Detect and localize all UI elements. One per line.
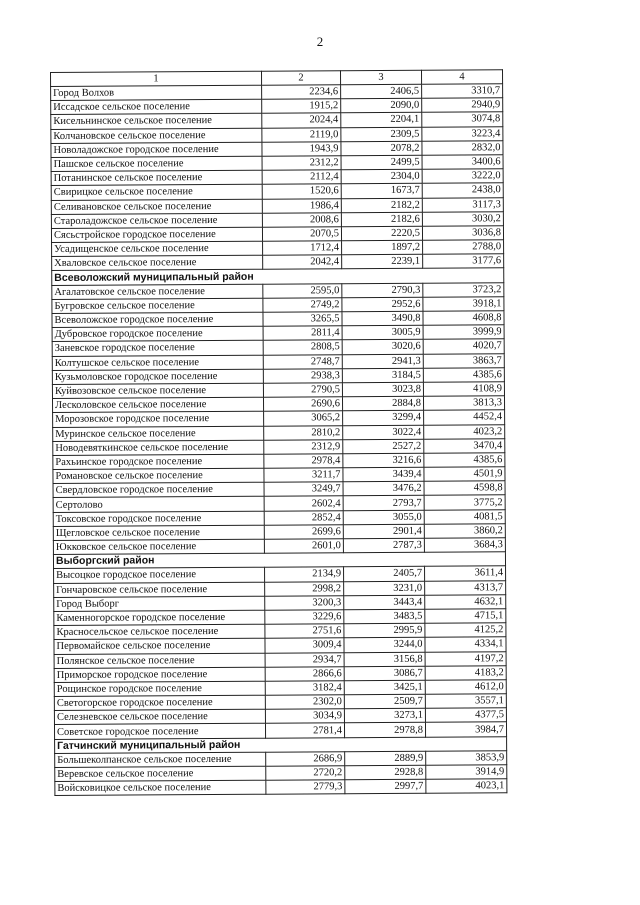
section-title: Гатчинский муниципальный район bbox=[55, 736, 507, 753]
value-col4-cell: 3222,0 bbox=[422, 169, 503, 184]
value-col2-cell: 2134,9 bbox=[265, 567, 344, 582]
value-col3-cell: 3023,8 bbox=[342, 382, 423, 397]
value-col3-cell: 2978,8 bbox=[344, 723, 425, 738]
value-col4-cell: 3863,7 bbox=[423, 353, 504, 368]
value-col4-cell: 4612,0 bbox=[425, 680, 506, 695]
value-col3-cell: 2952,6 bbox=[342, 297, 423, 312]
column-header-2: 2 bbox=[261, 71, 340, 85]
municipality-name-cell: Пашское сельское поселение bbox=[51, 156, 262, 171]
value-col3-cell: 2078,2 bbox=[341, 141, 422, 156]
value-col3-cell: 2793,7 bbox=[343, 496, 424, 511]
value-col4-cell: 4197,2 bbox=[425, 651, 506, 666]
value-col2-cell: 2699,6 bbox=[264, 525, 343, 540]
value-col3-cell: 2527,2 bbox=[343, 439, 424, 454]
value-col4-cell: 3177,6 bbox=[423, 254, 504, 269]
municipality-name-cell: Большеколпанское сельское поселение bbox=[55, 752, 266, 767]
value-col4-cell: 3999,9 bbox=[423, 325, 504, 340]
value-col2-cell: 2686,9 bbox=[266, 752, 345, 767]
value-col3-cell: 2941,3 bbox=[342, 354, 423, 369]
value-col4-cell: 4023,2 bbox=[424, 424, 505, 439]
municipality-name-cell: Муринское сельское поселение bbox=[53, 426, 264, 441]
value-col4-cell: 4501,9 bbox=[424, 467, 505, 482]
value-col2-cell: 3182,4 bbox=[265, 681, 344, 696]
value-col4-cell: 4715,1 bbox=[425, 609, 506, 624]
column-header-1: 1 bbox=[51, 71, 262, 86]
value-col3-cell: 2884,8 bbox=[342, 396, 423, 411]
section-title: Выборгский район bbox=[53, 552, 505, 569]
municipality-name-cell: Город Выборг bbox=[54, 596, 265, 611]
value-col4-cell: 4108,9 bbox=[423, 382, 504, 397]
value-col4-cell: 4598,8 bbox=[424, 481, 505, 496]
municipality-name-cell: Сертолово bbox=[53, 497, 264, 512]
value-col4-cell: 4385,6 bbox=[424, 453, 505, 468]
municipality-name-cell: Свердловское городское поселение bbox=[53, 482, 264, 497]
value-col4-cell: 4452,4 bbox=[424, 410, 505, 425]
column-header-4: 4 bbox=[421, 70, 502, 84]
data-table bbox=[50, 69, 507, 796]
value-col4-cell: 4313,7 bbox=[425, 580, 506, 595]
value-col2-cell: 3265,5 bbox=[263, 312, 342, 327]
value-col4-cell: 3074,8 bbox=[422, 112, 503, 127]
municipality-name-cell: Город Волхов bbox=[51, 85, 262, 100]
value-col2-cell: 3065,2 bbox=[264, 411, 343, 426]
value-col3-cell: 2182,6 bbox=[341, 212, 422, 227]
value-col4-cell: 2438,0 bbox=[422, 183, 503, 198]
value-col3-cell: 3231,0 bbox=[344, 581, 425, 596]
municipality-name-cell: Морозовское городское поселение bbox=[53, 412, 264, 427]
value-col2-cell: 2690,6 bbox=[263, 397, 342, 412]
value-col2-cell: 3249,7 bbox=[264, 482, 343, 497]
value-col2-cell: 2751,6 bbox=[265, 624, 344, 639]
municipality-name-cell: Заневское городское поселение bbox=[52, 341, 263, 356]
value-col3-cell: 3055,0 bbox=[343, 510, 424, 525]
value-col2-cell: 2808,5 bbox=[263, 340, 342, 355]
value-col4-cell: 4377,5 bbox=[425, 708, 506, 723]
municipality-name-cell: Усадищенское сельское поселение bbox=[52, 241, 263, 256]
municipality-name-cell: Первомайское сельское поселение bbox=[54, 639, 265, 654]
value-col3-cell: 3476,2 bbox=[343, 481, 424, 496]
value-col3-cell: 2090,0 bbox=[341, 98, 422, 113]
municipality-name-cell: Новодевяткинское сельское поселение bbox=[53, 440, 264, 455]
section-title: Всеволожский муниципальный район bbox=[52, 268, 504, 285]
value-col2-cell: 2119,0 bbox=[262, 127, 341, 142]
value-col4-cell: 3914,9 bbox=[426, 765, 507, 780]
value-col3-cell: 2182,2 bbox=[341, 198, 422, 213]
value-col3-cell: 3005,9 bbox=[342, 325, 423, 340]
municipality-name-cell: Веревское сельское поселение bbox=[55, 766, 266, 781]
value-col4-cell: 4125,2 bbox=[425, 623, 506, 638]
municipality-name-cell: Куйвозовское сельское поселение bbox=[52, 383, 263, 398]
value-col4-cell: 3117,3 bbox=[422, 197, 503, 212]
value-col4-cell: 3223,4 bbox=[422, 126, 503, 141]
value-col4-cell: 2940,9 bbox=[422, 98, 503, 113]
municipality-name-cell: Колтушское сельское поселение bbox=[52, 355, 263, 370]
value-col2-cell: 2748,7 bbox=[263, 354, 342, 369]
municipality-name-cell: Приморское городское поселение bbox=[54, 667, 265, 682]
value-col2-cell: 2234,6 bbox=[262, 85, 341, 100]
municipality-name-cell: Иссадское сельское поселение bbox=[51, 99, 262, 114]
value-col4-cell: 4608,8 bbox=[423, 311, 504, 326]
municipality-name-cell: Светогорское городское поселение bbox=[54, 695, 265, 710]
value-col4-cell: 3860,2 bbox=[424, 524, 505, 539]
value-col4-cell: 3813,3 bbox=[423, 396, 504, 411]
value-col2-cell: 2790,5 bbox=[263, 383, 342, 398]
value-col2-cell: 1915,2 bbox=[262, 99, 341, 114]
value-col2-cell: 2720,2 bbox=[266, 766, 345, 781]
municipality-name-cell: Новоладожское городское поселение bbox=[51, 142, 262, 157]
value-col4-cell: 4385,6 bbox=[423, 367, 504, 382]
value-col4-cell: 3984,7 bbox=[425, 722, 506, 737]
table-row bbox=[55, 779, 507, 796]
municipality-name-cell: Потанинское сельское поселение bbox=[51, 170, 262, 185]
value-col3-cell: 3184,5 bbox=[342, 368, 423, 383]
municipality-name-cell: Лесколовское сельское поселение bbox=[52, 397, 263, 412]
value-col2-cell: 2866,6 bbox=[265, 666, 344, 681]
value-col4-cell: 3030,2 bbox=[422, 211, 503, 226]
value-col3-cell: 3086,7 bbox=[344, 666, 425, 681]
value-col3-cell: 3020,6 bbox=[342, 340, 423, 355]
value-col2-cell: 2811,4 bbox=[263, 326, 342, 341]
municipality-name-cell: Сясьстройское городское поселение bbox=[51, 227, 262, 242]
value-col3-cell: 3490,8 bbox=[342, 311, 423, 326]
value-col2-cell: 2024,4 bbox=[262, 113, 341, 128]
municipality-name-cell: Рощинское городское поселение bbox=[54, 681, 265, 696]
value-col2-cell: 2934,7 bbox=[265, 652, 344, 667]
value-col3-cell: 2499,5 bbox=[341, 155, 422, 170]
municipality-name-cell: Каменногорское городское поселение bbox=[54, 610, 265, 625]
value-col4-cell: 3775,2 bbox=[424, 495, 505, 510]
value-col3-cell: 2995,9 bbox=[344, 623, 425, 638]
value-col3-cell: 3022,4 bbox=[343, 425, 424, 440]
value-col3-cell: 3483,5 bbox=[344, 609, 425, 624]
municipality-name-cell: Дубровское городское поселение bbox=[52, 326, 263, 341]
value-col4-cell: 3400,6 bbox=[422, 155, 503, 170]
municipality-name-cell: Хваловское сельское поселение bbox=[52, 255, 263, 270]
value-col2-cell: 2938,3 bbox=[263, 368, 342, 383]
value-col2-cell: 2810,2 bbox=[264, 425, 343, 440]
value-col2-cell: 2779,3 bbox=[266, 780, 345, 795]
value-col2-cell: 2070,5 bbox=[262, 227, 341, 242]
value-col4-cell: 4020,7 bbox=[423, 339, 504, 354]
value-col3-cell: 3216,6 bbox=[343, 453, 424, 468]
value-col3-cell: 3443,4 bbox=[344, 595, 425, 610]
municipality-name-cell: Кузьмоловское городское поселение bbox=[52, 369, 263, 384]
value-col3-cell: 2889,9 bbox=[345, 751, 426, 766]
value-col4-cell: 4183,2 bbox=[425, 665, 506, 680]
municipality-name-cell: Токсовское городское поселение bbox=[53, 511, 264, 526]
municipality-name-cell: Староладожское сельское поселение bbox=[51, 213, 262, 228]
municipality-name-cell: Романовское сельское поселение bbox=[53, 468, 264, 483]
value-col3-cell: 3273,1 bbox=[344, 708, 425, 723]
municipality-name-cell: Красносельское сельское поселение bbox=[54, 624, 265, 639]
municipality-name-cell: Селивановское сельское поселение bbox=[51, 199, 262, 214]
value-col4-cell: 2832,0 bbox=[422, 140, 503, 155]
value-col3-cell: 1673,7 bbox=[341, 184, 422, 199]
value-col2-cell: 3200,3 bbox=[265, 595, 344, 610]
value-col4-cell: 3918,1 bbox=[423, 297, 504, 312]
value-col4-cell: 3611,4 bbox=[425, 566, 506, 581]
value-col2-cell: 2042,4 bbox=[263, 255, 342, 270]
municipality-name-cell: Высоцкое городское поселение bbox=[54, 568, 265, 583]
value-col4-cell: 4632,1 bbox=[425, 594, 506, 609]
value-col4-cell: 4023,1 bbox=[426, 779, 507, 794]
municipality-name-cell: Щегловское сельское поселение bbox=[53, 525, 264, 540]
value-col3-cell: 2304,0 bbox=[341, 169, 422, 184]
value-col2-cell: 2601,0 bbox=[264, 539, 343, 554]
value-col4-cell: 3557,1 bbox=[425, 694, 506, 709]
municipality-name-cell: Селезневское сельское поселение bbox=[54, 709, 265, 724]
value-col2-cell: 2852,4 bbox=[264, 510, 343, 525]
value-col3-cell: 3439,4 bbox=[343, 467, 424, 482]
value-col2-cell: 2998,2 bbox=[265, 581, 344, 596]
value-col3-cell: 3156,8 bbox=[344, 652, 425, 667]
municipality-name-cell: Бугровское сельское поселение bbox=[52, 298, 263, 313]
value-col3-cell: 2220,5 bbox=[341, 226, 422, 241]
value-col2-cell: 2595,0 bbox=[263, 283, 342, 298]
value-col2-cell: 2978,4 bbox=[264, 454, 343, 469]
municipality-name-cell: Войсковицкое сельское поселение bbox=[55, 780, 266, 795]
value-col4-cell: 3310,7 bbox=[422, 84, 503, 99]
municipality-name-cell: Гончаровское сельское поселение bbox=[54, 582, 265, 597]
column-header-3: 3 bbox=[340, 70, 421, 84]
value-col3-cell: 2787,3 bbox=[343, 538, 424, 553]
value-col2-cell: 1943,9 bbox=[262, 141, 341, 156]
value-col2-cell: 1520,6 bbox=[262, 184, 341, 199]
value-col4-cell: 3036,8 bbox=[422, 226, 503, 241]
value-col2-cell: 2781,4 bbox=[265, 723, 344, 738]
municipality-name-cell: Кисельнинское сельское поселение bbox=[51, 114, 262, 129]
value-col3-cell: 2406,5 bbox=[341, 84, 422, 99]
value-col3-cell: 3425,1 bbox=[344, 680, 425, 695]
value-col2-cell: 2312,9 bbox=[264, 439, 343, 454]
value-col3-cell: 2239,1 bbox=[342, 254, 423, 269]
municipality-name-cell: Полянское сельское поселение bbox=[54, 653, 265, 668]
value-col2-cell: 2302,0 bbox=[265, 695, 344, 710]
value-col4-cell: 3470,4 bbox=[424, 438, 505, 453]
table-body bbox=[51, 84, 507, 796]
value-col4-cell: 2788,0 bbox=[423, 240, 504, 255]
value-col3-cell: 2309,5 bbox=[341, 127, 422, 142]
value-col3-cell: 2405,7 bbox=[344, 567, 425, 582]
municipality-name-cell: Рахьинское городское поселение bbox=[53, 454, 264, 469]
value-col3-cell: 2509,7 bbox=[344, 694, 425, 709]
value-col3-cell: 3244,0 bbox=[344, 638, 425, 653]
value-col3-cell: 2204,1 bbox=[341, 113, 422, 128]
municipality-name-cell: Всеволожское городское поселение bbox=[52, 312, 263, 327]
value-col3-cell: 2928,8 bbox=[345, 765, 426, 780]
value-col2-cell: 3211,7 bbox=[264, 468, 343, 483]
municipality-name-cell: Советское городское поселение bbox=[54, 724, 265, 739]
value-col4-cell: 4334,1 bbox=[425, 637, 506, 652]
value-col2-cell: 3034,9 bbox=[265, 709, 344, 724]
value-col2-cell: 2602,4 bbox=[264, 496, 343, 511]
value-col4-cell: 3723,2 bbox=[423, 282, 504, 297]
value-col4-cell: 3684,3 bbox=[424, 538, 505, 553]
value-col2-cell: 2749,2 bbox=[263, 298, 342, 313]
municipality-name-cell: Свирицкое сельское поселение bbox=[51, 185, 262, 200]
municipality-name-cell: Колчановское сельское поселение bbox=[51, 128, 262, 143]
municipality-name-cell: Агалатовское сельское поселение bbox=[52, 284, 263, 299]
value-col3-cell: 2901,4 bbox=[343, 524, 424, 539]
value-col2-cell: 1986,4 bbox=[262, 198, 341, 213]
value-col4-cell: 3853,9 bbox=[426, 751, 507, 766]
value-col2-cell: 2112,4 bbox=[262, 170, 341, 185]
value-col2-cell: 3009,4 bbox=[265, 638, 344, 653]
value-col2-cell: 2312,2 bbox=[262, 156, 341, 171]
page-number: 2 bbox=[316, 34, 324, 49]
value-col2-cell: 3229,6 bbox=[265, 610, 344, 625]
value-col2-cell: 1712,4 bbox=[263, 241, 342, 256]
value-col3-cell: 3299,4 bbox=[343, 411, 424, 426]
value-col3-cell: 1897,2 bbox=[342, 240, 423, 255]
municipality-name-cell: Юкковское сельское поселение bbox=[53, 539, 264, 554]
value-col3-cell: 2997,7 bbox=[345, 779, 426, 794]
value-col4-cell: 4081,5 bbox=[424, 509, 505, 524]
value-col2-cell: 2008,6 bbox=[262, 212, 341, 227]
value-col3-cell: 2790,3 bbox=[342, 283, 423, 298]
